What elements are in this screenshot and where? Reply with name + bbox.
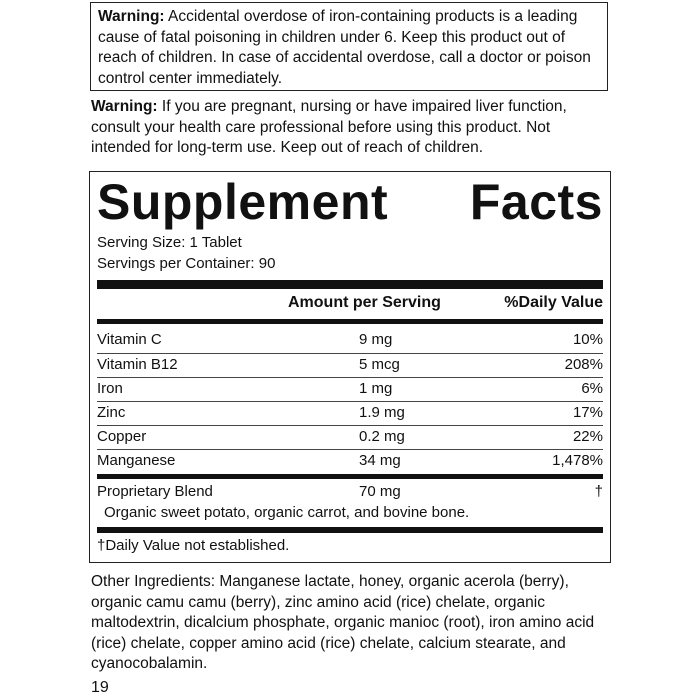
nutrient-daily-value: 22% [572, 428, 603, 445]
proprietary-blend-row [97, 481, 603, 503]
nutrient-daily-value: 1,478% [552, 452, 603, 469]
other-ingredients: Other Ingredients: Manganese lactate, honey, organic acerola (berry), organic camu camu (berry), zinc amino acid (rice) chelate, organic maltodextrin, dicalcium phosphate, organic manioc (root), iron amino acid (rice) chelate, copper amino acid (rice) chelate, calcium stearate, and cyanocobalamin. [91, 573, 595, 672]
daily-value-footnote: †Daily Value not established. [97, 537, 290, 554]
nutrient-daily-value: 6% [581, 380, 603, 397]
servings-per-container: Servings per Container: 90 [97, 255, 276, 272]
nutrient-row [97, 354, 603, 376]
medium-divider [97, 319, 603, 324]
facts-title [97, 173, 603, 231]
nutrient-amount: 0.2 mg [359, 428, 405, 445]
iron-warning-text: Accidental overdose of iron-containing products is a leading cause of fatal poisoning in children under 6. Keep this product out of reach of children. In case of accidental overdose, call a doctor or poison control center immediately. [98, 8, 591, 87]
nutrient-name: Vitamin C [97, 331, 162, 348]
iron-warning-box [90, 2, 608, 91]
page-number: 19 [91, 679, 109, 696]
medium-divider [97, 474, 603, 479]
nutrient-amount: 34 mg [359, 452, 401, 469]
nutrient-row [97, 329, 603, 351]
nutrient-name: Copper [97, 428, 147, 445]
nutrient-amount: 9 mg [359, 331, 393, 348]
column-header-daily-value: %Daily Value [504, 294, 603, 311]
column-header-amount: Amount per Serving [288, 294, 441, 311]
nutrient-row [97, 426, 603, 448]
pregnancy-warning [91, 97, 611, 159]
warning-label: Warning: [91, 98, 158, 115]
warning-label: Warning: [98, 8, 165, 25]
nutrient-row [97, 402, 603, 424]
serving-size: Serving Size: 1 Tablet [97, 234, 242, 251]
nutrient-name: Iron [97, 380, 123, 397]
blend-amount: 70 mg [359, 483, 401, 500]
nutrient-daily-value: 10% [572, 331, 603, 348]
facts-title-word-2: Facts [469, 174, 603, 230]
supplement-facts-panel [89, 171, 611, 563]
blend-daily-value: † [594, 483, 603, 500]
blend-description: Organic sweet potato, organic carrot, and bovine bone. [104, 504, 470, 521]
nutrient-name: Manganese [97, 452, 176, 469]
facts-title-word-1: Supplement [97, 174, 389, 230]
pregnancy-warning-text: If you are pregnant, nursing or have impaired liver function, consult your health care professional before using this product. Not intended for long-term use. Keep out of reach of children. [91, 98, 567, 156]
nutrient-row [97, 378, 603, 400]
thick-divider [97, 280, 603, 289]
blend-name: Proprietary Blend [97, 483, 213, 500]
bottom-divider [97, 527, 603, 533]
nutrient-row [97, 450, 603, 472]
nutrient-amount: 1.9 mg [359, 404, 405, 421]
nutrient-amount: 5 mcg [359, 356, 400, 373]
nutrient-amount: 1 mg [359, 380, 393, 397]
nutrient-name: Vitamin B12 [97, 356, 178, 373]
nutrient-daily-value: 17% [572, 404, 603, 421]
nutrient-daily-value: 208% [564, 356, 603, 373]
nutrient-name: Zinc [97, 404, 126, 421]
